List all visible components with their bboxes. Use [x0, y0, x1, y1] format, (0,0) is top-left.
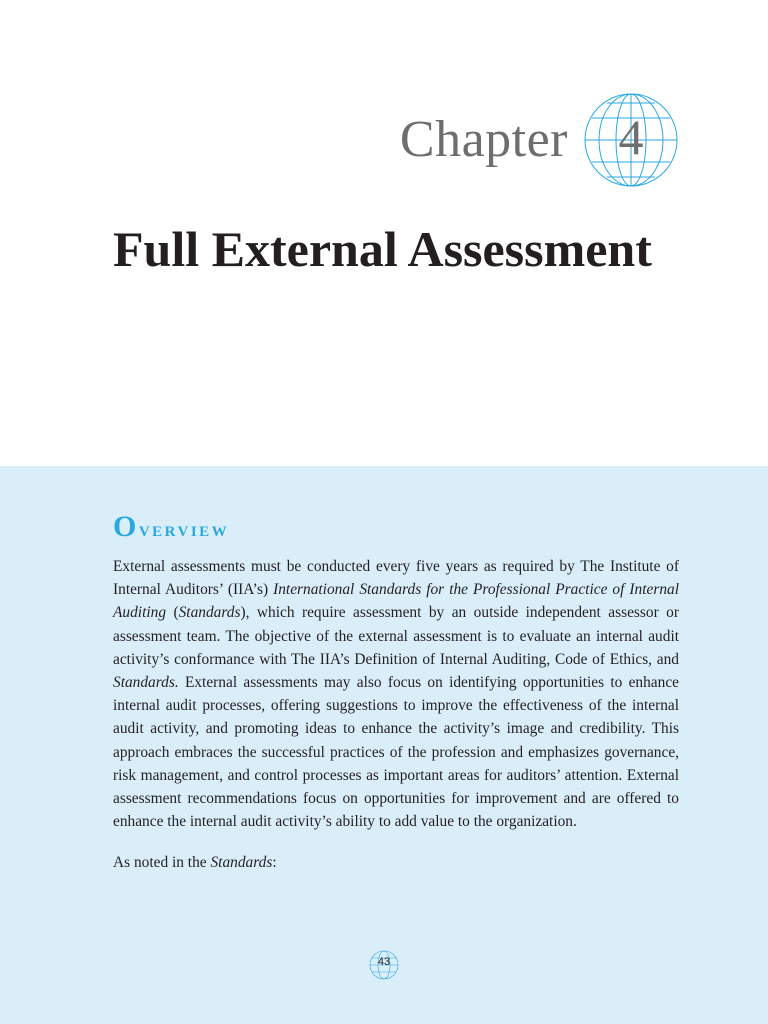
text-run: External assessments must be conducted every five years as required by The Institute of Internal Auditors’ (IIA’s) — [113, 558, 679, 599]
section-heading — [113, 510, 229, 544]
section-heading-rest: verview — [138, 516, 230, 541]
chapter-label-row — [0, 92, 768, 192]
page-number: 43 — [377, 956, 391, 968]
overview-section — [0, 466, 768, 1024]
standards-intro-paragraph — [113, 851, 679, 874]
chapter-header — [0, 0, 768, 466]
text-run: ), which require assessment by an outside independent assessor or assessment team. The objective of the external assessment is to evaluate an internal audit activity’s conformance with The IIA’s Definition of Internal Auditing, Code of Ethics, and — [113, 604, 679, 668]
standards-italic: Standards — [210, 854, 273, 871]
text-run: ( — [166, 604, 179, 622]
section-heading-initial: O — [113, 510, 139, 543]
chapter-word: Chapter — [399, 111, 568, 168]
standards-italic: Standards — [178, 604, 241, 622]
text-run: External assessments may also focus on identifying opportunities to enhance internal audit processes, offering suggestions to improve the effectiveness of the internal audit activity, and promoting ideas to enhance the activity’s image and credibility. This approach embraces the successful practices of the profession and emphasizes governance, risk management, and control processes as important areas for auditors’ attention. External assessment recommendations focus on opportunities for improvement and are offered to enhance the internal audit activity’s ability to add value to the organization. — [113, 674, 679, 831]
standards-full-title: International Standards for the Professional Practice of Internal Auditing — [113, 581, 679, 622]
text-run: As noted in the — [113, 854, 211, 871]
overview-paragraph — [113, 555, 679, 833]
chapter-title: Full External Assessment — [113, 221, 652, 277]
text-run: : — [272, 854, 277, 871]
page-number-badge — [369, 950, 399, 980]
standards-italic: Standards. — [113, 674, 179, 692]
chapter-number: 4 — [618, 109, 644, 165]
